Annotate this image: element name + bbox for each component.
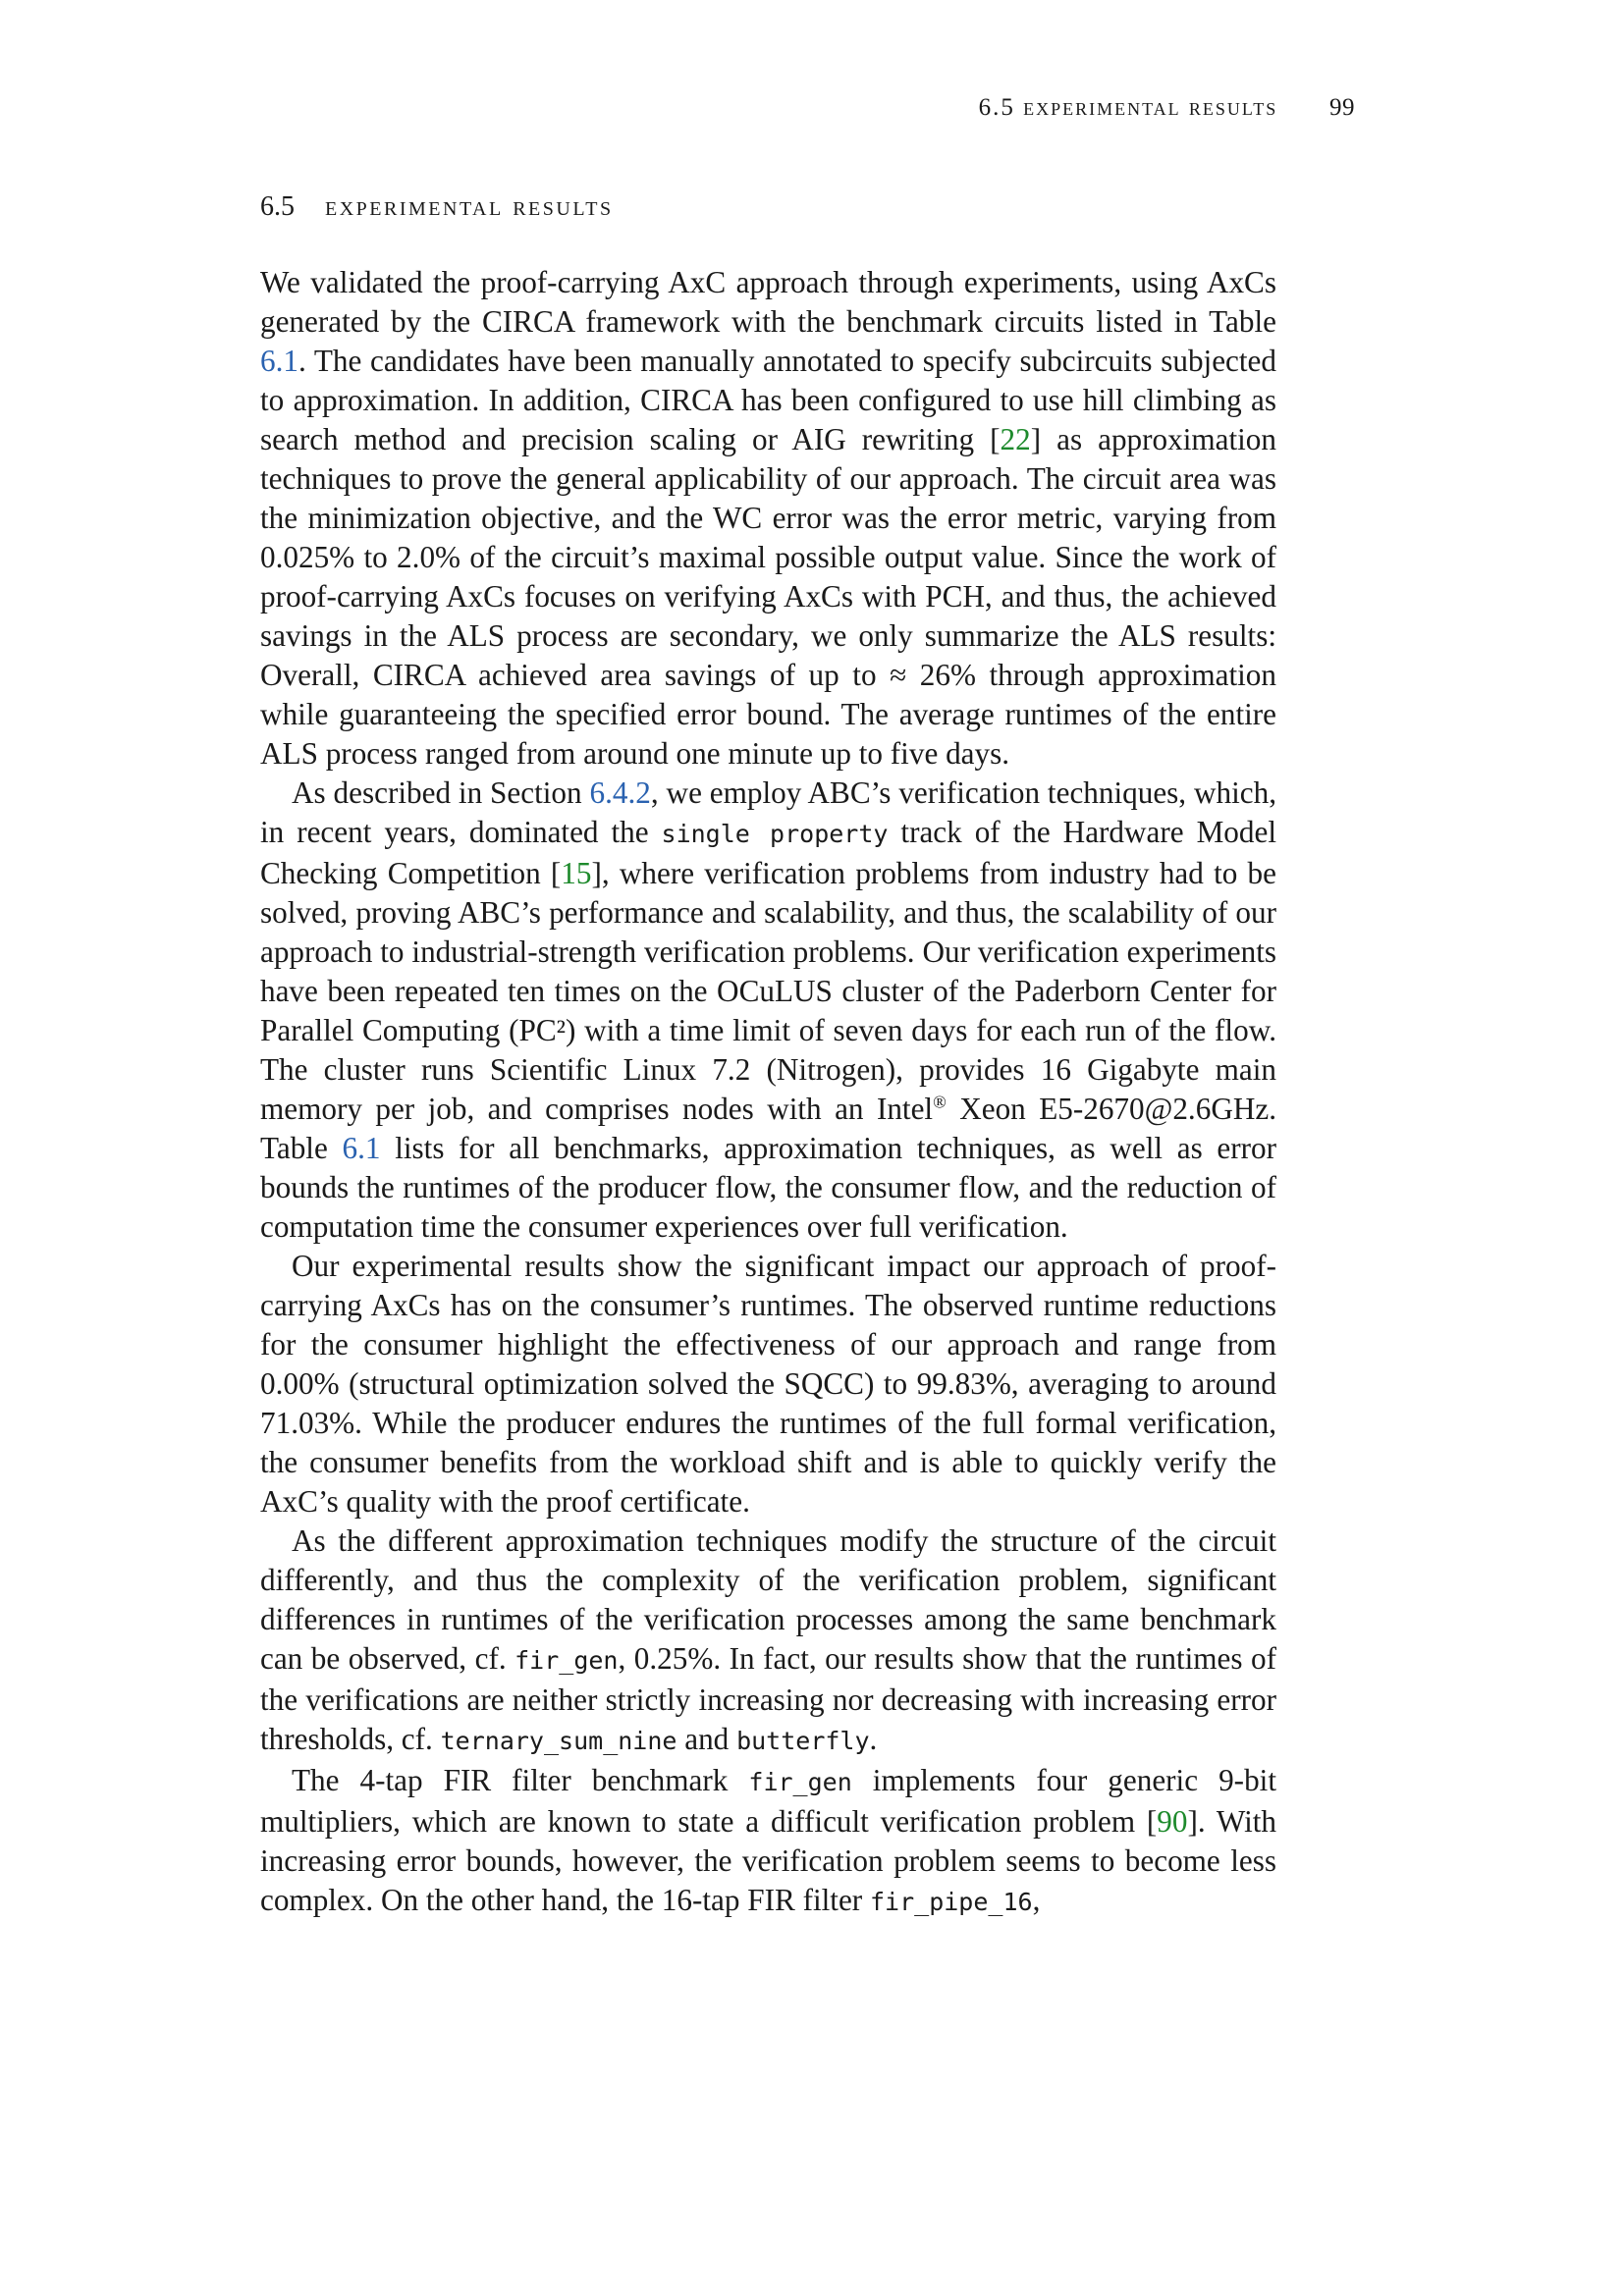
text-run: and [677, 1722, 737, 1756]
section-ref-link[interactable]: 6.4.2 [589, 775, 651, 810]
text-run: ], where verification problems from industry had to be solved, proving ABC’s performance and scalability, and thus, the scalability of our approach to industrial-strength verification problems. Our verification experiments have been repeated ten times on the OCuLUS cluster of the Paderborn Center for Parallel Computing (PC²) with a time limit of seven days for each run of the flow. The cluster runs Scientific Linux 7.2 (Nitrogen), provides 16 Gigabyte main memory per job, and comprises nodes with an Intel [260, 856, 1276, 1126]
text-run: implements four generic 9-bit multipliers, which are known to state a difficult verification problem [ [260, 1763, 1276, 1839]
paragraph-4 [260, 1522, 1276, 1761]
text-run: , [1032, 1883, 1041, 1917]
running-head [260, 94, 1355, 122]
code-term: fir_gen [748, 1768, 852, 1796]
citation-link[interactable]: 22 [1000, 422, 1031, 456]
text-run: Our experimental results show the significant impact our approach of proof-carrying AxCs has on the consumer’s runtimes. The observed runtime reductions for the consumer highlight the effectiveness of our approach and range from 0.00% (structural optimization solved the SQCC) to 99.83%, averaging to around 71.03%. While the producer endures the runtimes of the full formal verification, the consumer benefits from the workload shift and is able to quickly verify the AxC’s quality with the proof certificate. [260, 1249, 1276, 1519]
citation-link[interactable]: 90 [1157, 1804, 1188, 1839]
paragraph-2 [260, 774, 1276, 1247]
text-run: ] as approximation techniques to prove the general applicability of our approach. The circuit area was the minimization objective, and the WC error was the error metric, varying from 0.025% to 2.0% of the circuit’s maximal possible output value. Since the work of proof-carrying AxCs focuses on verifying AxCs with PCH, and thus, the achieved savings in the ALS process are secondary, we only summarize the ALS results: Overall, CIRCA achieved area savings of up to ≈ 26% through approximation while guaranteeing the specified error bound. The average runtimes of the entire ALS process ranged from around one minute up to five days. [260, 422, 1276, 771]
paragraph-1 [260, 263, 1276, 774]
page-number: 99 [1329, 94, 1355, 121]
text-run: , we employ ABC’s verification techniques, which, in recent years, dominated the [260, 775, 1276, 849]
running-title: 6.5 experimental results [978, 94, 1278, 121]
table-ref-link[interactable]: 6.1 [260, 344, 298, 378]
section-title: experimental results [325, 191, 614, 222]
citation-link[interactable]: 15 [561, 856, 592, 890]
paragraph-5 [260, 1761, 1276, 1922]
text-run: . The candidates have been manually annotated to specify subcircuits subjected to approximation. In addition, CIRCA has been configured to use hill climbing as search method and precision scaling or AIG rewriting [ [260, 344, 1276, 456]
body-text [260, 263, 1276, 1922]
code-term: fir_pipe_16 [870, 1888, 1033, 1916]
section-number: 6.5 [260, 191, 295, 222]
text-run: , 0.25%. In fact, our results show that the runtimes of the verifications are neither strictly increasing nor decreasing with increasing error thresholds, cf. [260, 1641, 1276, 1756]
code-term: butterfly [736, 1727, 870, 1755]
text-run: track of the Hardware Model Checking Competition [ [260, 815, 1276, 890]
text-run: We validated the proof-carrying AxC approach through experiments, using AxCs generated by the CIRCA framework with the benchmark circuits listed in Table [260, 265, 1276, 339]
text-run: The 4-tap FIR filter benchmark [292, 1763, 749, 1797]
text-run: lists for all benchmarks, approximation techniques, as well as error bounds the runtimes of the producer flow, the consumer flow, and the reduction of computation time the consumer experiences over full verification. [260, 1131, 1276, 1244]
table-ref-link[interactable]: 6.1 [342, 1131, 381, 1165]
code-term: fir_gen [514, 1646, 619, 1675]
text-run: As the different approximation techniques modify the structure of the circuit differently, and thus the complexity of the verification problem, significant differences in runtimes of the verification processes among the same benchmark can be observed, cf. [260, 1523, 1276, 1676]
text-run: ]. With increasing error bounds, however, the verification problem seems to become less complex. On the other hand, the 16-tap FIR filter [260, 1804, 1276, 1917]
text-run: As described in Section [292, 775, 590, 810]
code-term: ternary_sum_nine [440, 1727, 677, 1755]
text-run: Xeon E5-2670@2.6GHz. Table [260, 1092, 1276, 1165]
code-term: single property [661, 820, 889, 848]
paragraph-3 [260, 1247, 1276, 1522]
text-run: . [869, 1722, 878, 1756]
section-heading [260, 191, 614, 223]
registered-mark: ® [933, 1092, 947, 1112]
